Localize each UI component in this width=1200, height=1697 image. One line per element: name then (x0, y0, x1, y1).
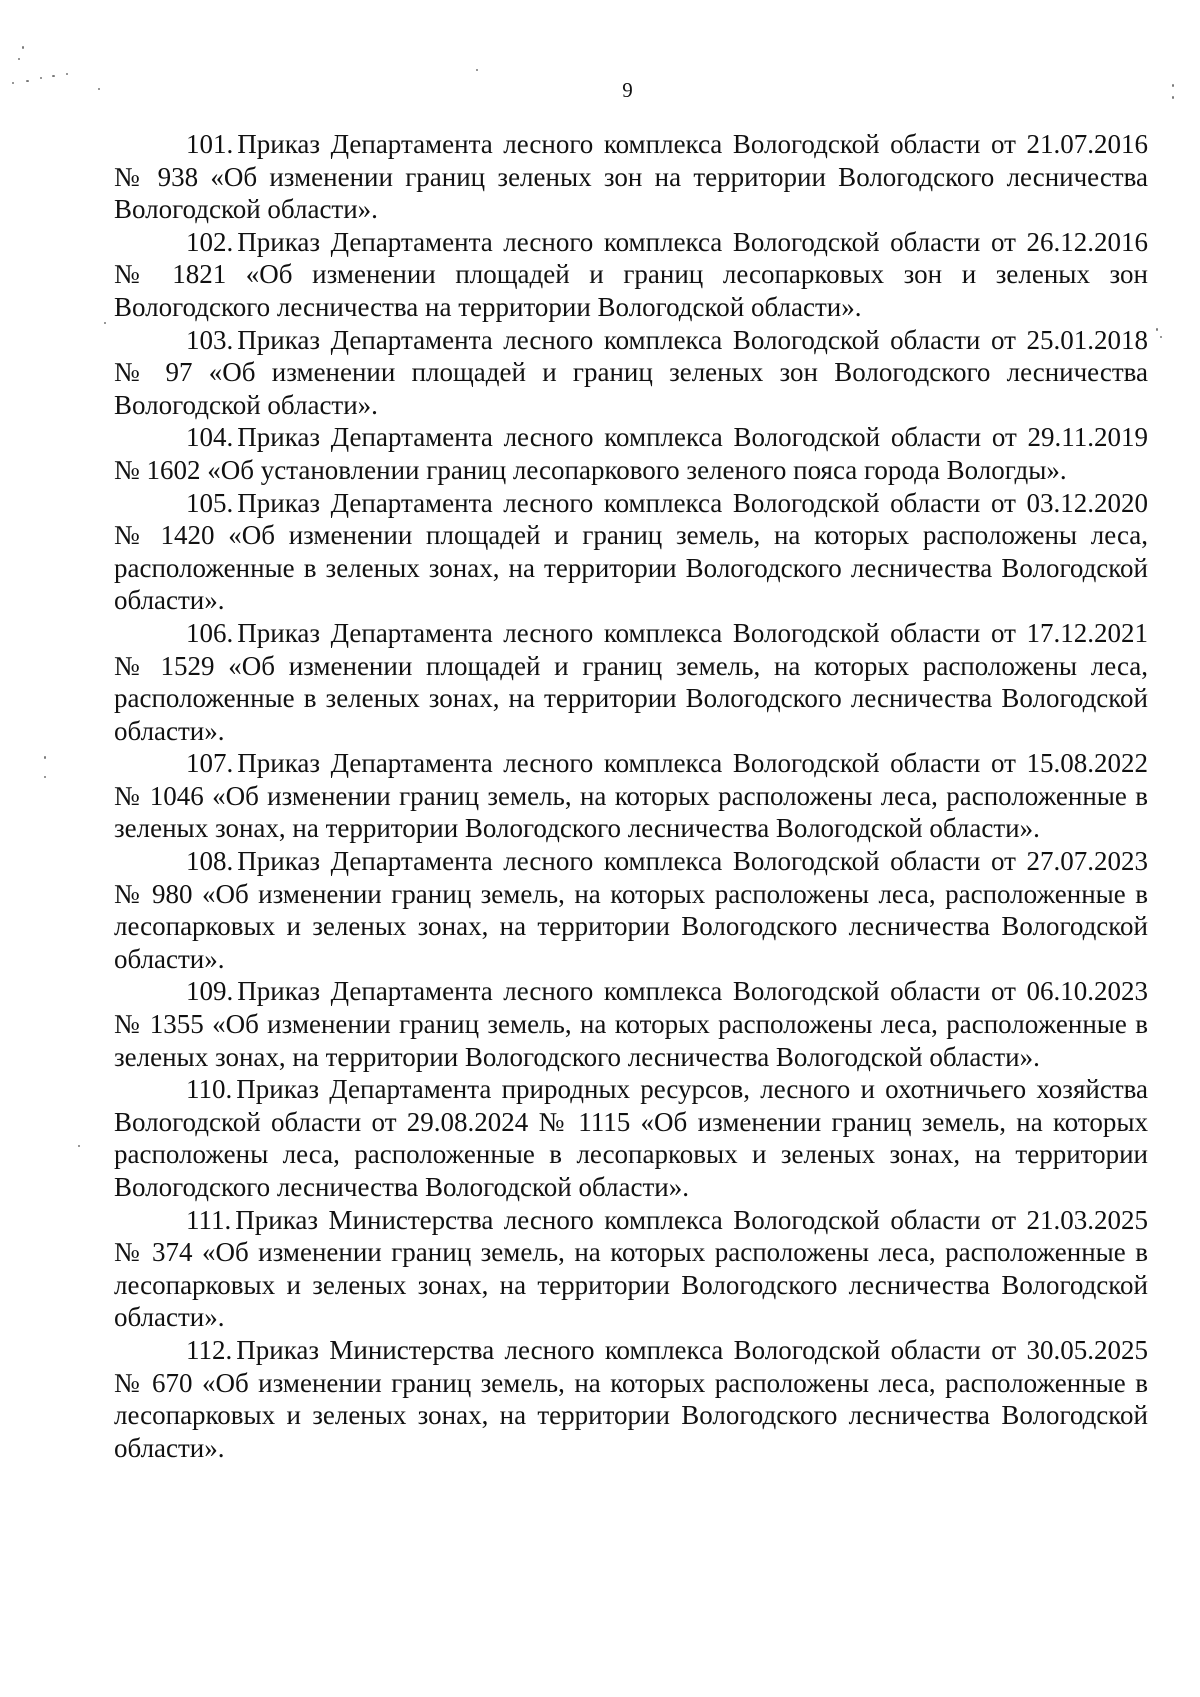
item-number: 105. (186, 487, 234, 518)
list-item (114, 617, 1148, 747)
item-number: 108. (186, 846, 234, 877)
list-item (114, 975, 1148, 1073)
list-item (114, 421, 1148, 486)
item-text: Приказ Министерства лесного комплекса Вологодской области от 30.05.2025 № 670 «Об изменении границ земель, на которых расположены леса, расположенные в лесопарковых и зеленых зонах, на территории Вологодского лесничества Вологодской области». (114, 1334, 1148, 1463)
item-text: Приказ Департамента лесного комплекса Вологодской области от 26.12.2016 № 1821 «Об изменении площадей и границ лесопарковых зон и зеленых зон Вологодского лесничества на территории Вологодской области». (114, 226, 1148, 322)
item-number: 110. (186, 1074, 233, 1105)
item-text: Приказ Департамента лесного комплекса Вологодской области от 25.01.2018 № 97 «Об изменении площадей и границ зеленых зон Вологодского лесничества Вологодской области». (114, 324, 1148, 420)
scan-speck (22, 46, 24, 49)
list-item (114, 1073, 1148, 1203)
scan-speck (1160, 336, 1162, 338)
item-text: Приказ Министерства лесного комплекса Вологодской области от 21.03.2025 № 374 «Об изменении границ земель, на которых расположены леса, расположенные в лесопарковых и зеленых зонах, на территории Вологодского лесничества Вологодской области». (114, 1204, 1148, 1333)
scan-speck (44, 756, 46, 759)
list-item (114, 845, 1148, 975)
scan-speck (476, 69, 478, 71)
list-item (114, 324, 1148, 422)
item-number: 102. (186, 226, 234, 257)
scan-speck (1156, 328, 1158, 331)
item-text: Приказ Департамента лесного комплекса Вологодской области от 06.10.2023 № 1355 «Об изменении границ земель, на которых расположены леса, расположенные в зеленых зонах, на территории Вологодского лесничества Вологодской области». (114, 976, 1148, 1072)
list-item (114, 487, 1148, 617)
item-number: 106. (186, 617, 234, 648)
item-number: 111. (186, 1204, 232, 1235)
list-item (114, 128, 1148, 226)
page-number: 9 (622, 78, 633, 102)
document-body (114, 128, 1148, 1464)
item-text: Приказ Департамента лесного комплекса Вологодской области от 27.07.2023 № 980 «Об изменении границ земель, на которых расположены леса, расположенные в лесопарковых и зеленых зонах, на территории Вологодского лесничества Вологодской области». (114, 846, 1148, 974)
item-text: Приказ Департамента лесного комплекса Вологодской области от 29.11.2019 № 1602 «Об установлении границ лесопаркового зеленого пояса города Вологды». (114, 422, 1148, 485)
list-item (114, 226, 1148, 324)
scan-speck (44, 776, 46, 778)
scan-speck (104, 322, 106, 324)
item-number: 107. (186, 748, 234, 779)
list-item (114, 1334, 1148, 1464)
item-text: Приказ Департамента лесного комплекса Вологодской области от 21.07.2016 № 938 «Об изменении границ зеленых зон на территории Вологодского лесничества Вологодской области». (114, 129, 1148, 225)
item-text: Приказ Департамента природных ресурсов, лесного и охотничьего хозяйства Вологодской области от 29.08.2024 № 1115 «Об изменении границ земель, на которых расположены леса, расположенные в лесопарковых и зеленых зонах, на территории Вологодского лесничества Вологодской области». (114, 1074, 1148, 1202)
scan-speck (18, 58, 20, 60)
item-text: Приказ Департамента лесного комплекса Вологодской области от 17.12.2021 № 1529 «Об изменении площадей и границ земель, на которых расположены леса, расположенные в зеленых зонах, на территории Вологодского лесничества Вологодской области». (114, 617, 1148, 746)
item-text: Приказ Департамента лесного комплекса Вологодской области от 15.08.2022 № 1046 «Об изменении границ земель, на которых расположены леса, расположенные в зеленых зонах, на территории Вологодского лесничества Вологодской области». (114, 748, 1148, 844)
item-number: 109. (186, 976, 234, 1007)
scan-speck (78, 1145, 80, 1147)
list-item (114, 747, 1148, 845)
scan-speck (52, 75, 55, 77)
item-number: 112. (186, 1334, 233, 1365)
list-item (114, 1204, 1148, 1334)
item-text: Приказ Департамента лесного комплекса Вологодской области от 03.12.2020 № 1420 «Об изменении площадей и границ земель, на которых расположены леса, расположенные в зеленых зонах, на территории Вологодского лесничества Вологодской области». (114, 487, 1148, 616)
scan-speck (66, 73, 68, 75)
item-number: 101. (186, 129, 234, 159)
item-number: 104. (186, 422, 234, 453)
item-number: 103. (186, 324, 234, 355)
